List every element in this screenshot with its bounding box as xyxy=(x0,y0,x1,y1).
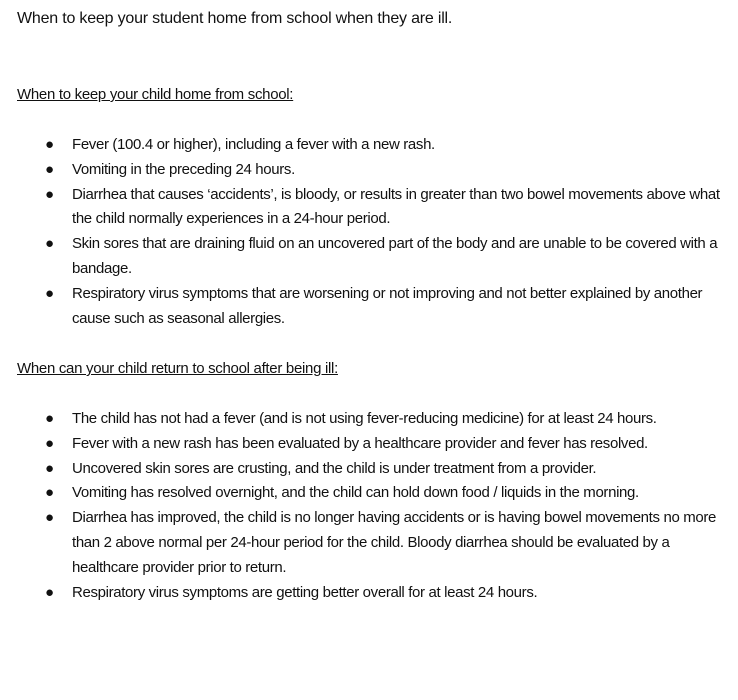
list-item xyxy=(45,282,732,332)
bullet-icon: ● xyxy=(45,484,54,502)
bullet-icon: ● xyxy=(45,434,54,452)
bullet-icon: ● xyxy=(45,160,54,178)
list-item-text: Skin sores that are draining fluid on an uncovered part of the body and are unable to be covered with a bandage. xyxy=(72,235,718,277)
list-item-text: Diarrhea that causes ‘accidents’, is bloody, or results in greater than two bowel movements above what the child normally experiences in a 24-hour period. xyxy=(72,185,720,228)
bullet-icon: ● xyxy=(45,136,54,153)
keep-home-heading: When to keep your child home from school: xyxy=(17,86,294,103)
list-item xyxy=(45,506,732,580)
list-item xyxy=(45,432,732,457)
list-item xyxy=(45,407,732,432)
return-list xyxy=(0,407,732,605)
list-item xyxy=(45,581,732,606)
bullet-icon: ● xyxy=(45,410,54,427)
list-item xyxy=(45,457,732,482)
bullet-icon: ● xyxy=(45,235,54,253)
list-item xyxy=(45,232,732,282)
bullet-icon: ● xyxy=(45,459,54,477)
bullet-icon: ● xyxy=(45,284,54,302)
list-item-text: Respiratory virus symptoms are getting better overall for at least 24 hours. xyxy=(72,583,538,601)
bullet-icon: ● xyxy=(45,185,54,203)
document-title: When to keep your student home from school when they are ill. xyxy=(17,10,453,27)
bullet-icon: ● xyxy=(45,583,54,601)
list-item xyxy=(45,481,732,506)
list-item xyxy=(45,158,732,183)
list-item-text: Diarrhea has improved, the child is no longer having accidents or is having bowel movements no more than 2 above normal per 24-hour period for the child. Bloody diarrhea should be evaluated by a healthcare provider prior to return. xyxy=(72,509,717,576)
list-item-text: Vomiting in the preceding 24 hours. xyxy=(72,160,295,178)
list-item-text: Vomiting has resolved overnight, and the child can hold down food / liquids in the morning. xyxy=(72,484,639,502)
list-item xyxy=(45,133,732,158)
list-item-text: Fever (100.4 or higher), including a fever with a new rash. xyxy=(72,136,435,153)
list-item-text: Respiratory virus symptoms that are worsening or not improving and not better explained by another cause such as seasonal allergies. xyxy=(72,284,703,327)
list-item-text: Uncovered skin sores are crusting, and the child is under treatment from a provider. xyxy=(72,459,597,477)
return-heading: When can your child return to school after being ill: xyxy=(17,360,338,377)
list-item-text: Fever with a new rash has been evaluated by a healthcare provider and fever has resolved. xyxy=(72,434,648,452)
list-item-text: The child has not had a fever (and is not using fever-reducing medicine) for at least 24 hours. xyxy=(72,410,657,427)
list-item xyxy=(45,183,732,233)
bullet-icon: ● xyxy=(45,509,54,527)
keep-home-list xyxy=(0,133,732,331)
